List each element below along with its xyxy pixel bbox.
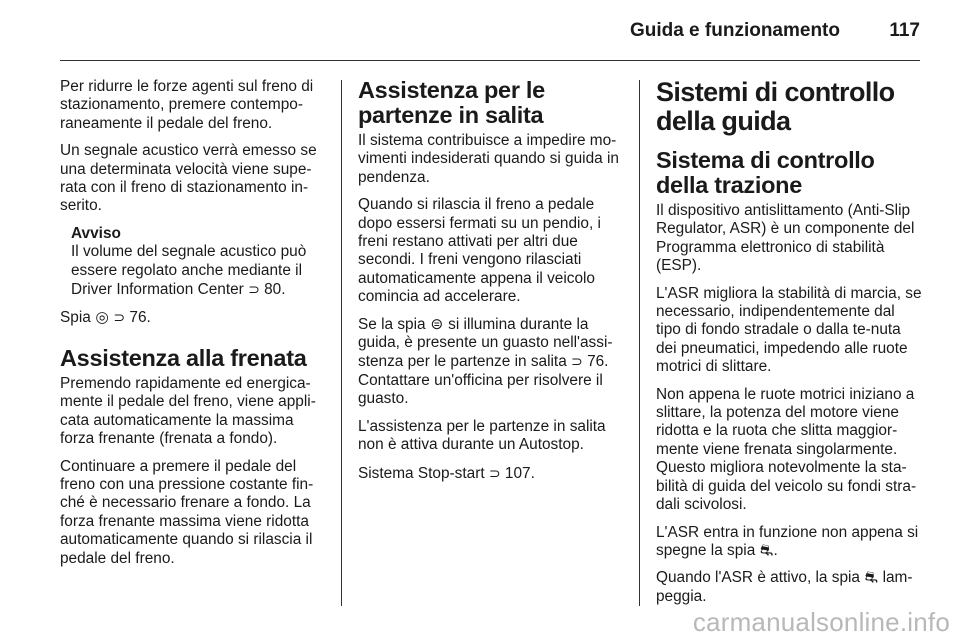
note-text: Il volume del segnale acustico può essere regolato anche mediante il Driver Information Center ⊃ 80. bbox=[71, 243, 307, 299]
page-ref-arrow-icon: ⊃ bbox=[113, 309, 126, 326]
page-ref-arrow-icon: ⊃ bbox=[571, 353, 583, 370]
paragraph: Un segnale acustico verrà emesso se una determinata velocità viene supe-rata con il freno di stazionamento in-serito. bbox=[60, 142, 317, 215]
paragraph: Il dispositivo antislittamento (Anti-Slip Regulator, ASR) è un componente del Programma elettronico di stabilità (ESP). bbox=[656, 202, 915, 275]
paragraph: L'ASR entra in funzione non appena si spegne la spia ⛐. bbox=[656, 523, 919, 559]
page-ref: 80. bbox=[264, 281, 286, 299]
page-ref-arrow-icon: ⊃ bbox=[248, 281, 260, 298]
paragraph: Per ridurre le forze agenti sul freno di stazionamento, premere contempo-raneamente il pedale del freno. bbox=[60, 78, 314, 132]
section-heading: Assistenza alla frenata bbox=[60, 344, 307, 371]
page-ref: 76. bbox=[587, 353, 609, 371]
paragraph: Continuare a premere il pedale del freno con una pressione costante fin-ché è necessario frenare a fondo. La forza frenante massima viene ridotta automaticamente quando si rilascia il pedale del freno. bbox=[60, 457, 314, 567]
page-ref-arrow-icon: ⊃ bbox=[488, 464, 501, 481]
note-box bbox=[71, 225, 325, 300]
paragraph: Sistema Stop-start ⊃ 107. bbox=[358, 464, 535, 482]
paragraph: Se la spia ⊜ si illumina durante la guida, è presente un guasto nell'assi-stenza per le partenze in salita ⊃ 76. Contattare un'officina per risolvere il guasto. bbox=[358, 315, 613, 408]
column-left bbox=[60, 78, 325, 577]
page-header bbox=[60, 18, 920, 58]
watermark: carmanualsonline.info bbox=[692, 607, 950, 637]
column-divider bbox=[639, 80, 640, 606]
paragraph: Quando l'ASR è attivo, la spia ⛐ lam-peggia. bbox=[656, 569, 913, 605]
column-middle bbox=[358, 78, 624, 492]
paragraph: L'assistenza per le partenze in salita non è attiva durante un Autostop. bbox=[358, 417, 606, 454]
page-number: 117 bbox=[889, 20, 920, 41]
column-right bbox=[656, 78, 922, 615]
note-title: Avviso bbox=[71, 224, 121, 242]
hill-start-lamp-icon: ⊜ bbox=[430, 315, 444, 333]
column-divider bbox=[341, 80, 342, 606]
page-ref: 107. bbox=[504, 464, 535, 482]
paragraph: L'ASR migliora la stabilità di marcia, se necessario, indipendentemente dal tipo di fondo stradale o dalla te-nuta dei pneumatici, impedendo alle ruote motrici di slittare. bbox=[656, 284, 922, 376]
paragraph: Non appena le ruote motrici iniziano a slittare, la potenza del motore viene ridotta e la ruota che slitta maggior-mente viene frenata singolarmente. Questo migliora notevolmente la sta-bilità di guida del veicolo su fondi stra-dali scivolosi. bbox=[656, 385, 917, 514]
chapter-heading: Sistemi di controllo della guida bbox=[656, 77, 895, 136]
skidding-car-lamp-icon: ⛐ bbox=[759, 541, 774, 559]
header-rule bbox=[60, 60, 920, 61]
skidding-car-lamp-icon: ⛐ bbox=[864, 569, 878, 587]
paragraph: Quando si rilascia il freno a pedale dopo essersi fermati su un pendio, i freni restano attivati per altri due secondi. I freni vengono rilasciati automaticamente appena il veicolo comincia ad accelerare. bbox=[358, 196, 601, 306]
paragraph: Il sistema contribuisce a impedire mo-vimenti indesiderati quando si guida in pendenza. bbox=[358, 132, 619, 186]
brake-lamp-icon: ◎ bbox=[95, 309, 109, 327]
paragraph: Premendo rapidamente ed energica-mente il pedale del freno, viene appli-cata automaticamente la massima forza frenante (frenata a fondo). bbox=[60, 374, 316, 448]
paragraph: Spia ◎ ⊃ 76. bbox=[60, 309, 151, 327]
header-title: Guida e funzionamento bbox=[629, 20, 840, 41]
section-heading: Sistema di controllo della trazione bbox=[656, 147, 875, 198]
section-heading: Assistenza per le partenze in salita bbox=[358, 77, 545, 128]
page-ref: 76. bbox=[129, 309, 151, 327]
